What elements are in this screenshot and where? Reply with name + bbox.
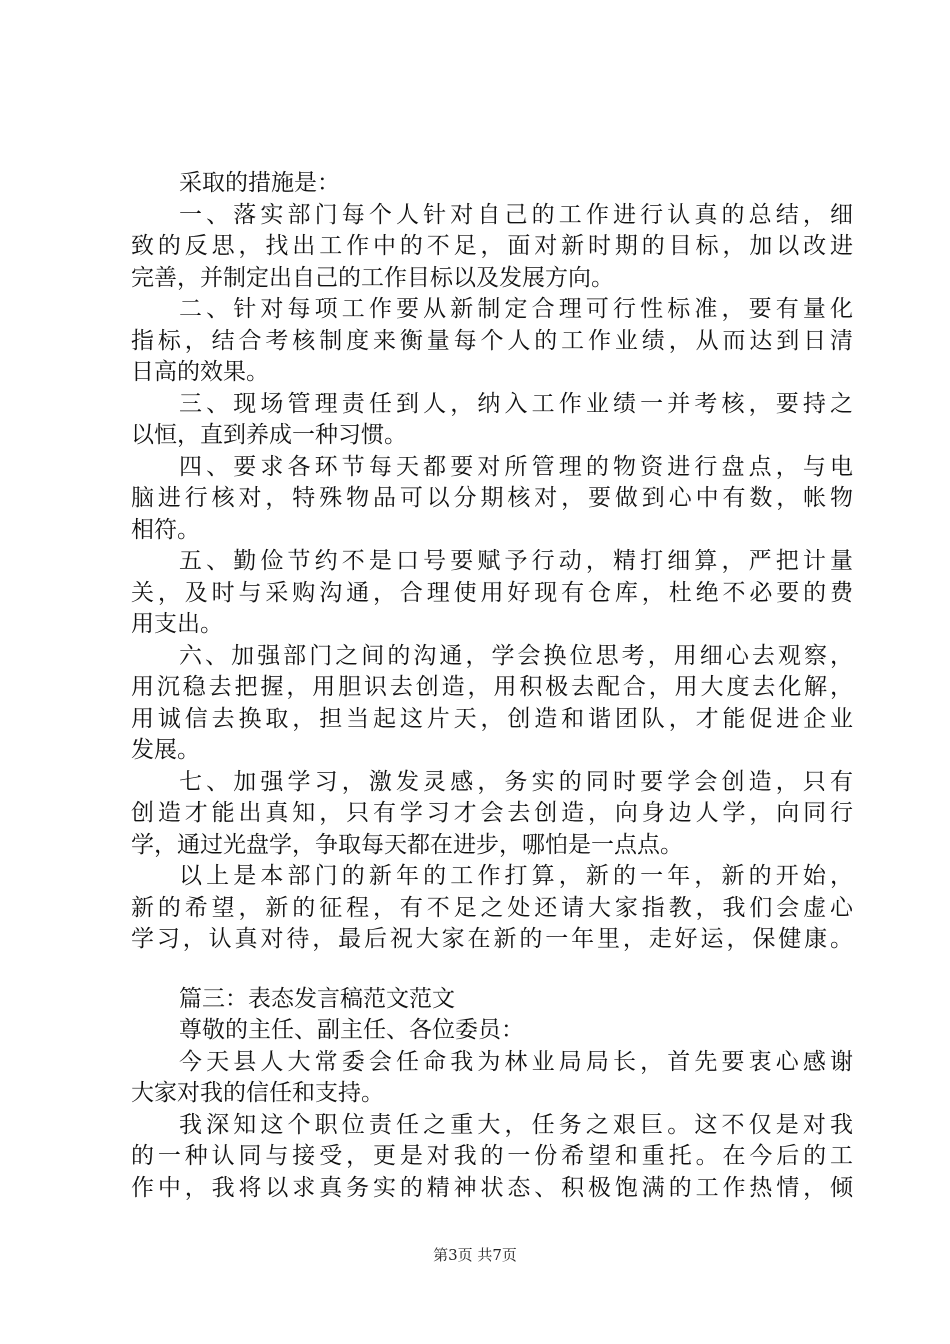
paragraph-line: 二、针对每项工作要从新制定合理可行性标准，要有量化 bbox=[179, 296, 853, 322]
paragraph-line: 四、要求各环节每天都要对所管理的物资进行盘点，与电 bbox=[179, 453, 853, 480]
paragraph-line: 创造才能出真知，只有学习才会去创造，向身边人学，向同行 bbox=[131, 800, 853, 826]
paragraph-line: 致的反思，找出工作中的不足，面对新时期的目标，加以改进 bbox=[131, 233, 853, 259]
paragraph-line: 五、勤俭节约不是口号要赋予行动，精打细算，严把计量 bbox=[179, 548, 853, 574]
section-heading: 篇三：表态发言稿范文范文 bbox=[179, 985, 455, 1012]
paragraph-line: 以上是本部门的新年的工作打算，新的一年，新的开始， bbox=[179, 863, 853, 889]
paragraph-line: 的一种认同与接受，更是对我的一份希望和重托。在今后的工 bbox=[131, 1143, 853, 1169]
paragraph-line: 发展。 bbox=[131, 737, 200, 763]
paragraph-line: 指标，结合考核制度来衡量每个人的工作业绩，从而达到日清 bbox=[131, 327, 853, 354]
paragraph-line: 大家对我的信任和支持。 bbox=[131, 1080, 384, 1106]
paragraph-line: 三、现场管理责任到人，纳入工作业绩一并考核，要持之 bbox=[179, 390, 853, 417]
paragraph-line: 以恒，直到养成一种习惯。 bbox=[131, 422, 407, 448]
paragraph-line: 用支出。 bbox=[131, 611, 223, 637]
paragraph-line: 六、加强部门之间的沟通，学会换位思考，用细心去观察， bbox=[179, 642, 853, 669]
paragraph-line: 学，通过光盘学，争取每天都在进步，哪怕是一点点。 bbox=[131, 831, 683, 858]
paragraph-line: 脑进行核对，特殊物品可以分期核对，要做到心中有数，帐物 bbox=[131, 485, 853, 511]
paragraph-line: 我深知这个职位责任之重大，任务之艰巨。这不仅是对我 bbox=[179, 1111, 853, 1138]
section-gap bbox=[131, 956, 853, 984]
document-body bbox=[131, 168, 853, 1204]
paragraph-line: 七、加强学习，激发灵感，务实的同时要学会创造，只有 bbox=[179, 768, 853, 795]
page-number-footer: 第3页 共7页 bbox=[433, 1246, 517, 1264]
paragraph-line: 采取的措施是： bbox=[179, 170, 340, 196]
paragraph-line: 一、落实部门每个人针对自己的工作进行认真的总结，细 bbox=[179, 201, 853, 228]
salutation-line: 尊敬的主任、副主任、各位委员： bbox=[179, 1017, 524, 1043]
paragraph-line: 作中，我将以求真务实的精神状态、积极饱满的工作热情，倾 bbox=[131, 1174, 853, 1201]
paragraph-line: 用沉稳去把握，用胆识去创造，用积极去配合，用大度去化解， bbox=[131, 674, 853, 700]
paragraph-line: 完善，并制定出自己的工作目标以及发展方向。 bbox=[131, 264, 614, 291]
paragraph-line: 关，及时与采购沟通，合理使用好现有仓库，杜绝不必要的费 bbox=[131, 579, 853, 606]
paragraph-line: 日高的效果。 bbox=[131, 359, 269, 385]
paragraph-line: 相符。 bbox=[131, 516, 200, 543]
paragraph-line: 学习，认真对待，最后祝大家在新的一年里，走好运，保健康。 bbox=[131, 926, 853, 952]
paragraph-line: 用诚信去换取，担当起这片天，创造和谐团队，才能促进企业 bbox=[131, 705, 853, 732]
paragraph-line: 新的希望，新的征程，有不足之处还请大家指教，我们会虚心 bbox=[131, 894, 853, 921]
paragraph-line: 今天县人大常委会任命我为林业局局长，首先要衷心感谢 bbox=[179, 1048, 853, 1075]
